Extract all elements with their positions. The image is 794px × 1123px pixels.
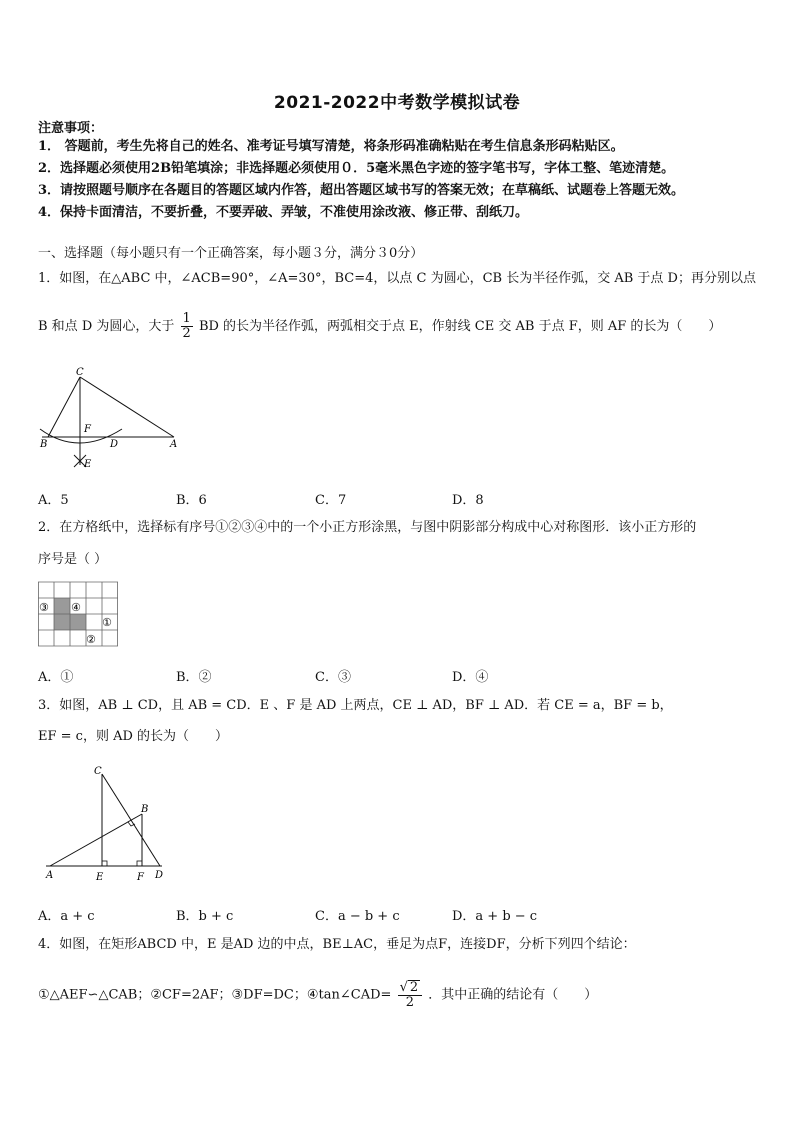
q1-label-b: B [40, 439, 48, 450]
q2-option-a[interactable]: A．① [38, 670, 74, 685]
page-title: 2021-2022中考数学模拟试卷 [273, 93, 521, 113]
q3-figure [40, 762, 172, 882]
notice-item-2: 2．选择题必须使用2B铅笔填涂；非选择题必须使用０．5毫米黑色字迹的签字笔书写，字体工整、笔迹清楚。 [38, 161, 675, 176]
q3-label-c: C [94, 766, 102, 777]
q2-mark-2: ② [86, 633, 96, 646]
q3-line2: EF = c，则 AD 的长为（ ） [38, 729, 229, 744]
q2-mark-4: ④ [71, 601, 81, 614]
notice-item-3: 3．请按照题号顺序在各题目的答题区域内作答，超出答题区域书写的答案无效；在草稿纸、试题卷上答题无效。 [38, 183, 685, 198]
q4-line2 [38, 980, 597, 1010]
q1-label-e: E [84, 459, 92, 470]
q1-frac-num: 1 [182, 311, 191, 326]
q1-option-a[interactable]: A．5 [38, 493, 69, 508]
q3-option-c[interactable]: C．a − b + c [315, 909, 400, 924]
q2-mark-3: ③ [39, 601, 49, 614]
q2-grid-figure [38, 581, 118, 649]
q3-label-d: D [155, 870, 164, 881]
q3-option-d[interactable]: D．a + b − c [452, 909, 538, 924]
q4-frac-den: 2 [405, 995, 414, 1010]
q4-frac-num: √ 2 [398, 980, 423, 996]
q4-fraction [398, 980, 423, 1010]
q2-mark-1: ① [102, 616, 112, 629]
q1-label-c: C [76, 367, 84, 378]
q1-fraction [181, 312, 193, 341]
q1-line2-pre: B 和点 D 为圆心，大于 [38, 319, 175, 334]
q4-line2-pre: ①△AEF∽△CAB；②CF=2AF；③DF=DC；④tan∠CAD= [38, 987, 392, 1003]
q4-line1: 4．如图，在矩形ABCD 中，E 是AD 边的中点，BE⊥AC，垂足为点F，连接DF，分析下列四个结论： [38, 937, 636, 952]
q3-label-e: E [96, 872, 104, 882]
q4-line2-post: ．其中正确的结论有（ ） [428, 987, 598, 1003]
q1-option-b[interactable]: B．6 [176, 493, 207, 508]
notice-item-4: 4．保持卡面清洁，不要折叠，不要弄破、弄皱，不准使用涂改液、修正带、刮纸刀。 [38, 205, 529, 220]
q3-option-b[interactable]: B．b + c [176, 909, 234, 924]
q1-frac-den: 2 [182, 326, 191, 341]
q3-label-a: A [46, 870, 54, 881]
q3-label-b: B [141, 804, 149, 815]
q1-label-f: F [84, 424, 91, 435]
notice-heading: 注意事项： [38, 121, 104, 136]
q1-option-c[interactable]: C．7 [315, 493, 347, 508]
q3-line1: 3．如图，AB ⊥ CD，且 AB = CD．E 、F 是 AD 上两点，CE ⊥ AD，BF ⊥ AD．若 CE = a，BF = b， [38, 698, 673, 713]
q2-option-c[interactable]: C．③ [315, 670, 351, 685]
q4-sqrt-value: 2 [409, 980, 419, 995]
q1-line2 [38, 312, 721, 341]
q1-label-a: A [170, 439, 178, 450]
notice-item-1: 1． 答题前，考生先将自己的姓名、准考证号填写清楚，将条形码准确粘贴在考生信息条形码粘贴区。 [38, 139, 624, 154]
q1-line2-post: BD 的长为半径作弧，两弧相交于点 E，作射线 CE 交 AB 于点 F，则 AF 的长为（ ） [198, 319, 722, 334]
q2-option-b[interactable]: B．② [176, 670, 212, 685]
section-heading: 一、选择题（每小题只有一个正确答案，每小题３分，满分３0分） [38, 246, 424, 261]
q2-line1: 2．在方格纸中，选择标有序号①②③④中的一个小正方形涂黑，与图中阴影部分构成中心对称图形．该小正方形的 [38, 520, 697, 535]
q1-option-d[interactable]: D．8 [452, 493, 484, 508]
q2-line2: 序号是（ ） [38, 552, 108, 567]
q3-option-a[interactable]: A．a + c [38, 909, 95, 924]
q1-triangle-figure [30, 365, 190, 475]
q2-option-d[interactable]: D．④ [452, 670, 489, 685]
q3-label-f: F [137, 872, 144, 882]
q1-line1: 1．如图，在△ABC 中，∠ACB=90°，∠A=30°，BC=4，以点 C 为圆心，CB 长为半径作弧，交 AB 于点 D；再分别以点 [38, 271, 756, 286]
q1-label-d: D [110, 439, 119, 450]
